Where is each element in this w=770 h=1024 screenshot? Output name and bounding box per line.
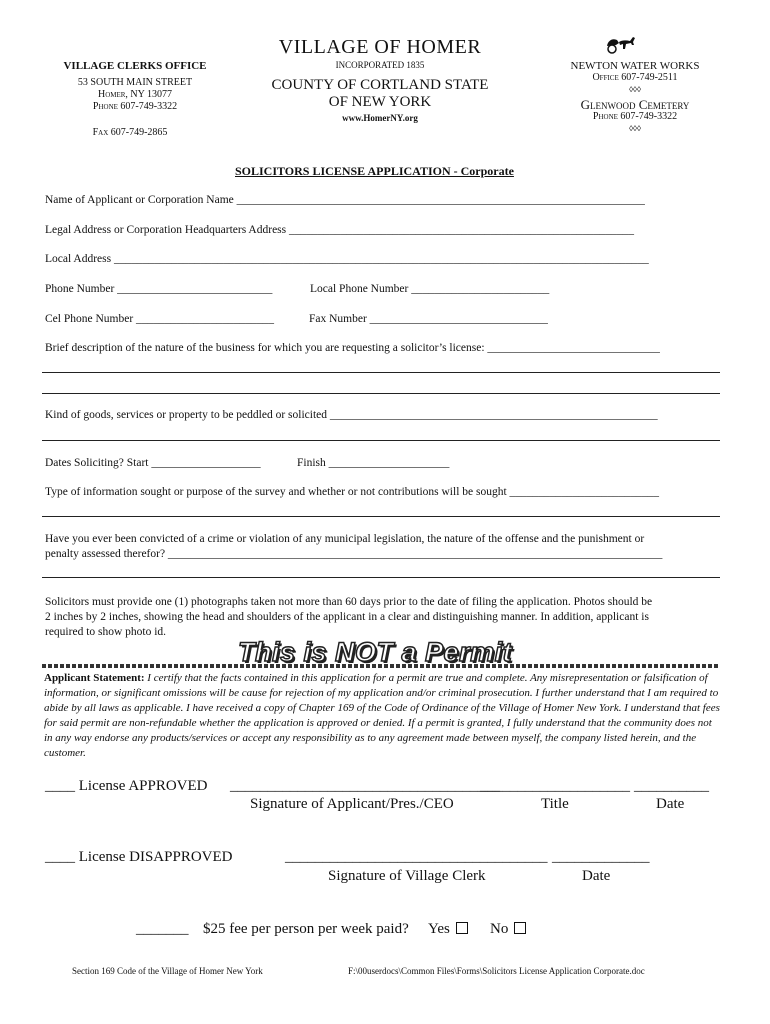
state-line: OF NEW YORK [328, 94, 432, 110]
water-works-block [530, 38, 740, 135]
form-title: SOLICITORS LICENSE APPLICATION - Corporate [235, 164, 514, 178]
diamonds-divider: ◊◊◊ [629, 124, 641, 133]
cemetery-phone: Phone 607-749-3322 [592, 111, 678, 122]
blank-line[interactable] [42, 372, 720, 373]
clerk-office-block [50, 60, 220, 139]
website: www.HomerNY.org [342, 113, 418, 123]
clerk-date-label: Date [582, 868, 611, 884]
fax-field[interactable]: Fax Number _______________________________ [309, 313, 548, 325]
local-phone-field[interactable]: Local Phone Number ________________________ [310, 283, 550, 295]
incorporated: INCORPORATED 1835 [335, 60, 425, 70]
blank-line[interactable] [42, 393, 720, 394]
dates-finish-field[interactable]: Finish _____________________ [297, 457, 450, 469]
survey-purpose-field[interactable]: Type of information sought or purpose of the survey and whether or not contributions will be sought __________________________ [45, 486, 660, 498]
clerk-fax: Fax 607-749-2865 [92, 127, 168, 138]
license-disapproved-field[interactable]: ____ License DISAPPROVED [45, 849, 233, 865]
clerk-phone: Phone 607-749-3322 [92, 101, 178, 112]
title-line[interactable]: ____________________ [480, 778, 630, 794]
applicant-name-field[interactable]: Name of Applicant or Corporation Name _______________________________________________________________________ [45, 194, 645, 206]
business-description-field[interactable]: Brief description of the nature of the business for which you are requesting a solicitor’s license: ______________________________ [45, 342, 660, 354]
water-works-title: NEWTON WATER WORKS [570, 60, 700, 72]
goods-field[interactable]: Kind of goods, services or property to be peddled or solicited _________________________________________________________ [45, 409, 658, 421]
dates-start-field[interactable]: Dates Soliciting? Start ___________________ [45, 457, 261, 469]
county-line: COUNTY OF CORTLAND STATE [271, 77, 489, 93]
water-works-phone: Office 607-749-2511 [592, 72, 678, 83]
date-label: Date [656, 796, 685, 812]
photo-requirement-line: Solicitors must provide one (1) photographs taken not more than 60 days prior to the date of filing the application. Photos should be [45, 596, 653, 608]
blank-line[interactable] [42, 440, 720, 441]
footer-code-reference: Section 169 Code of the Village of Homer New York [72, 966, 263, 976]
statement-text: I certify that the facts contained in this application for a permit are true and complete. Any misrepresentation or falsification of information, or significant omissions will be cause for rejection of my application and/or criminal prosecution. I further understand that I am required to abide by all laws as applicable. I have received a copy of Chapter 169 of the Code of Ordinance of the Village of Homer New York. I understand that fees for said permit are non-refundable whether the application is approved or denied. If a permit is granted, I fully understand that the community does not in any way endorse any products/services or accept any responsibility as to any agreement made between myself, the company listed herein, and the customer. [44, 672, 720, 759]
clerk-signature-line[interactable]: ___________________________________ [285, 849, 548, 865]
legal-address-field[interactable]: Legal Address or Corporation Headquarters Address ____________________________________________________________ [45, 224, 634, 236]
village-header [230, 36, 530, 123]
clerk-office-title: VILLAGE CLERKS OFFICE [63, 60, 207, 72]
not-a-permit-banner: This is NOT a Permit [238, 637, 513, 667]
blank-line[interactable] [42, 516, 720, 517]
village-title: VILLAGE OF HOMER [278, 36, 482, 58]
photo-requirement [45, 595, 652, 640]
fee-question: $25 fee per person per week paid? [203, 921, 409, 937]
fee-no-option[interactable] [490, 921, 526, 938]
no-checkbox[interactable] [514, 922, 526, 934]
local-address-field[interactable]: Local Address _____________________________________________________________________________________________ [45, 253, 649, 265]
conviction-question: Have you ever been convicted of a crime or violation of any municipal legislation, the nature of the offense and the punishment or [45, 533, 645, 545]
blank-line[interactable] [42, 577, 720, 578]
license-approved-field[interactable]: ____ License APPROVED [45, 778, 208, 794]
title-label: Title [541, 796, 569, 812]
phone-field[interactable]: Phone Number ___________________________ [45, 283, 273, 295]
clerk-date-line[interactable]: _____________ [552, 849, 650, 865]
applicant-signature-line[interactable]: ____________________________________ [230, 778, 500, 794]
statement-label: Applicant Statement: [44, 672, 145, 684]
footer-file-path: F:\00userdocs\Common Files\Forms\Solicitors License Application Corporate.doc [348, 966, 645, 976]
photo-requirement-line: 2 inches by 2 inches, showing the head and shoulders of the applicant in a clear and distinguishing manner. In addition, applicant is [45, 611, 649, 623]
fee-yes-option[interactable] [428, 921, 468, 938]
clerk-signature-label: Signature of Village Clerk [328, 868, 486, 884]
fee-blank[interactable]: _______ [136, 921, 189, 937]
clerk-street: 53 SOUTH MAIN STREET [77, 77, 193, 88]
cel-phone-field[interactable]: Cel Phone Number ________________________ [45, 313, 275, 325]
clerk-city: Homer, NY 13077 [97, 89, 173, 100]
applicant-signature-label: Signature of Applicant/Pres./CEO [250, 796, 454, 812]
yes-checkbox[interactable] [456, 922, 468, 934]
applicant-statement [44, 671, 720, 761]
date-line[interactable]: __________ [634, 778, 709, 794]
cemetery-title: Glenwood Cemetery [580, 97, 690, 112]
conviction-field[interactable]: penalty assessed therefor? ______________________________________________________________________________________ [45, 548, 663, 560]
no-label: No [490, 921, 509, 937]
photo-requirement-line: required to show photo id. [45, 626, 167, 638]
diamonds-divider: ◊◊◊ [629, 85, 641, 94]
yes-label: Yes [428, 921, 450, 937]
